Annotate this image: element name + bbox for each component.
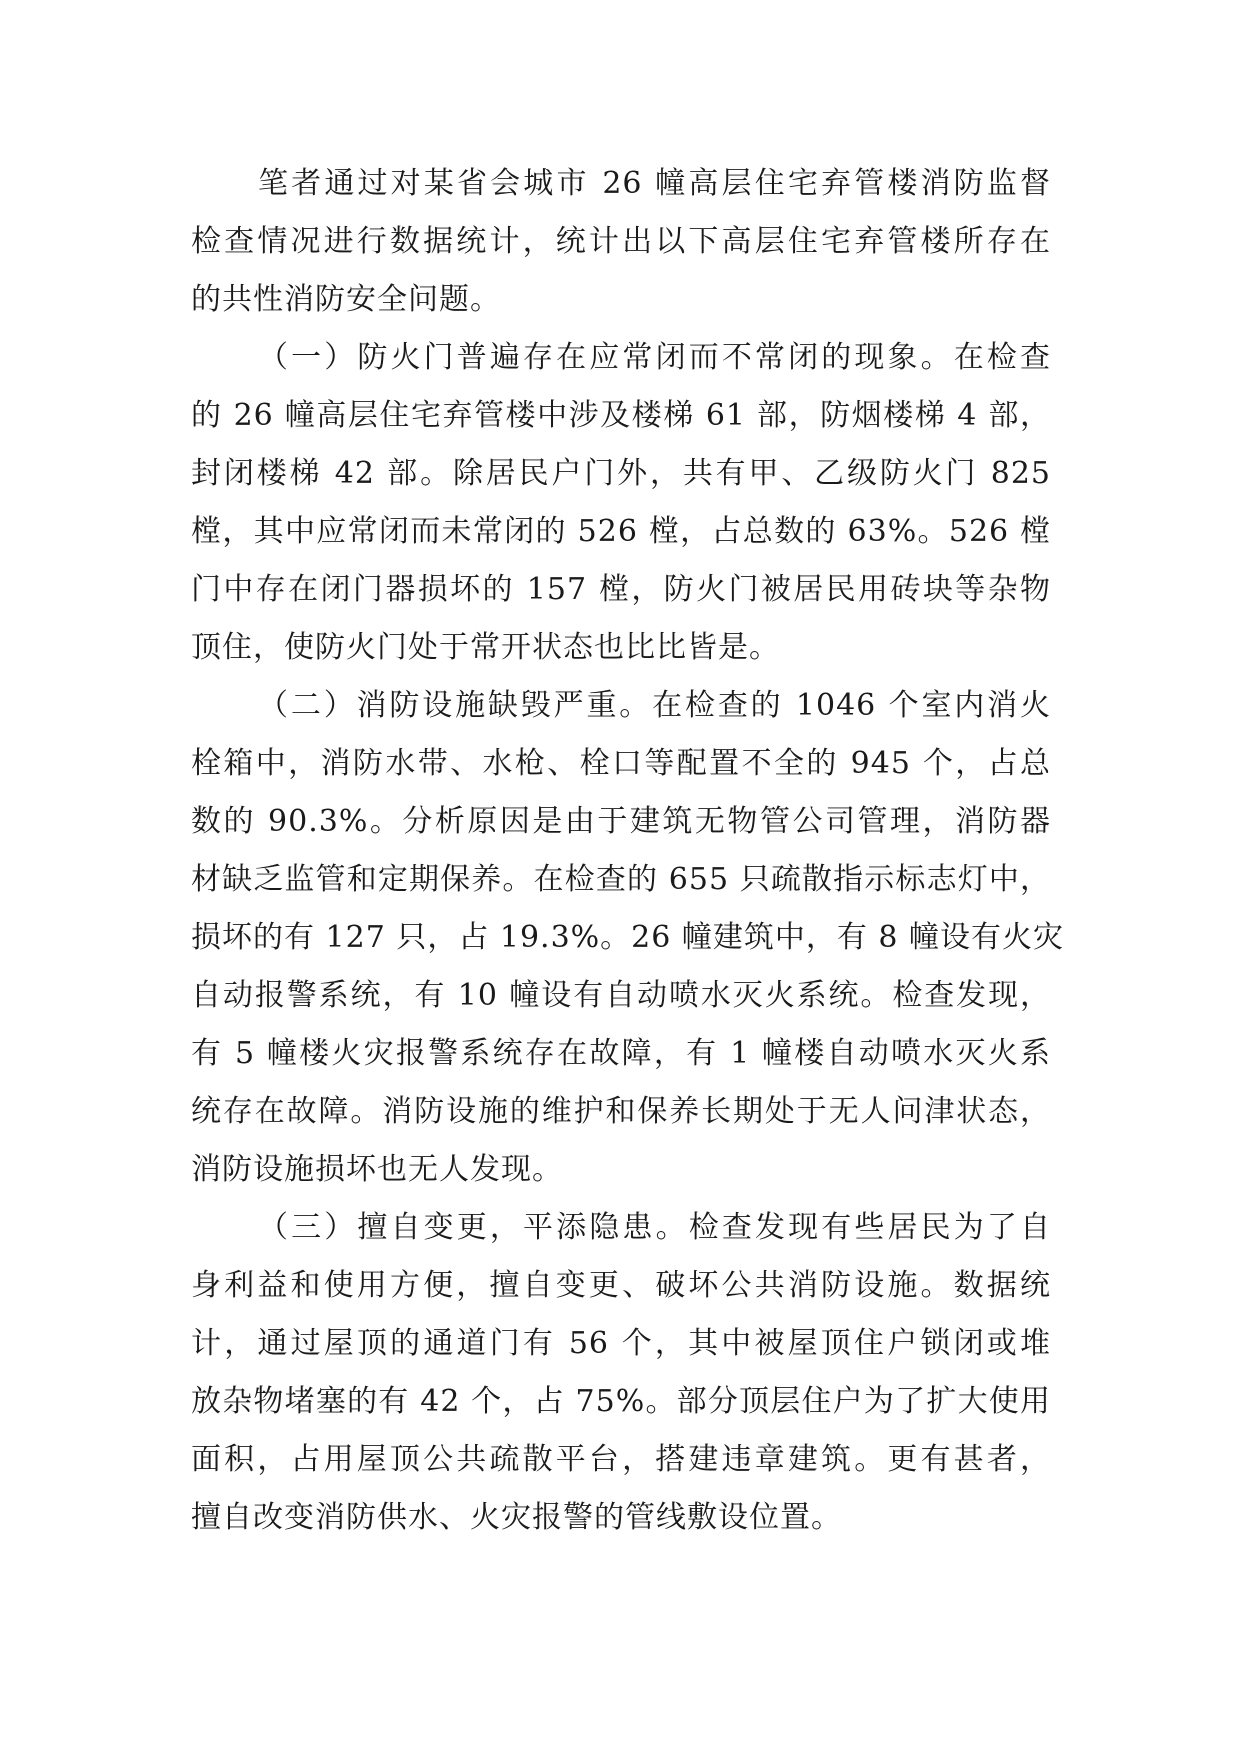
paragraph-section-2-line-5: 损坏的有 127 只，占 19.3%。26 幢建筑中，有 8 幢设有火灾: [191, 920, 1065, 955]
paragraph-section-2-line-4: 材缺乏监管和定期保养。在检查的 655 只疏散指示标志灯中，: [191, 862, 1051, 897]
paragraph-section-1-line-6: 顶住，使防火门处于常开状态也比比皆是。: [191, 630, 780, 665]
paragraph-section-3-line-2: 身利益和使用方便，擅自变更、破坏公共消防设施。数据统: [191, 1268, 1051, 1303]
paragraph-section-1-line-4: 樘，其中应常闭而未常闭的 526 樘，占总数的 63%。526 樘: [191, 514, 1051, 549]
paragraph-section-2-line-8: 统存在故障。消防设施的维护和保养长期处于无人问津状态，: [191, 1094, 1051, 1129]
paragraph-section-1-line-1: （一）防火门普遍存在应常闭而不常闭的现象。在检查: [258, 340, 1051, 375]
paragraph-section-1-line-5: 门中存在闭门器损坏的 157 樘，防火门被居民用砖块等杂物: [191, 572, 1051, 607]
paragraph-section-2-line-3: 数的 90.3%。分析原因是由于建筑无物管公司管理，消防器: [191, 804, 1051, 839]
paragraph-section-3-line-4: 放杂物堵塞的有 42 个，占 75%。部分顶层住户为了扩大使用: [191, 1384, 1051, 1419]
paragraph-intro-line-3: 的共性消防安全问题。: [191, 282, 501, 317]
paragraph-intro-line-1: 笔者通过对某省会城市 26 幢高层住宅弃管楼消防监督: [258, 166, 1051, 201]
paragraph-intro-line-2: 检查情况进行数据统计，统计出以下高层住宅弃管楼所存在: [191, 224, 1051, 259]
paragraph-section-2-line-9: 消防设施损坏也无人发现。: [191, 1152, 563, 1187]
paragraph-section-3-line-1: （三）擅自变更，平添隐患。检查发现有些居民为了自: [258, 1210, 1051, 1245]
paragraph-section-2-line-1: （二）消防设施缺毁严重。在检查的 1046 个室内消火: [258, 688, 1051, 723]
paragraph-section-3-line-6: 擅自改变消防供水、火灾报警的管线敷设位置。: [191, 1500, 842, 1535]
paragraph-section-2-line-6: 自动报警系统，有 10 幢设有自动喷水灭火系统。检查发现，: [191, 978, 1051, 1013]
paragraph-section-2-line-2: 栓箱中，消防水带、水枪、栓口等配置不全的 945 个，占总: [191, 746, 1051, 781]
paragraph-section-3-line-3: 计，通过屋顶的通道门有 56 个，其中被屋顶住户锁闭或堆: [191, 1326, 1051, 1361]
paragraph-section-1-line-3: 封闭楼梯 42 部。除居民户门外，共有甲、乙级防火门 825: [191, 456, 1051, 491]
paragraph-section-2-line-7: 有 5 幢楼火灾报警系统存在故障，有 1 幢楼自动喷水灭火系: [191, 1036, 1051, 1071]
paragraph-section-1-line-2: 的 26 幢高层住宅弃管楼中涉及楼梯 61 部，防烟楼梯 4 部，: [191, 398, 1051, 433]
paragraph-section-3-line-5: 面积，占用屋顶公共疏散平台，搭建违章建筑。更有甚者，: [191, 1442, 1051, 1477]
